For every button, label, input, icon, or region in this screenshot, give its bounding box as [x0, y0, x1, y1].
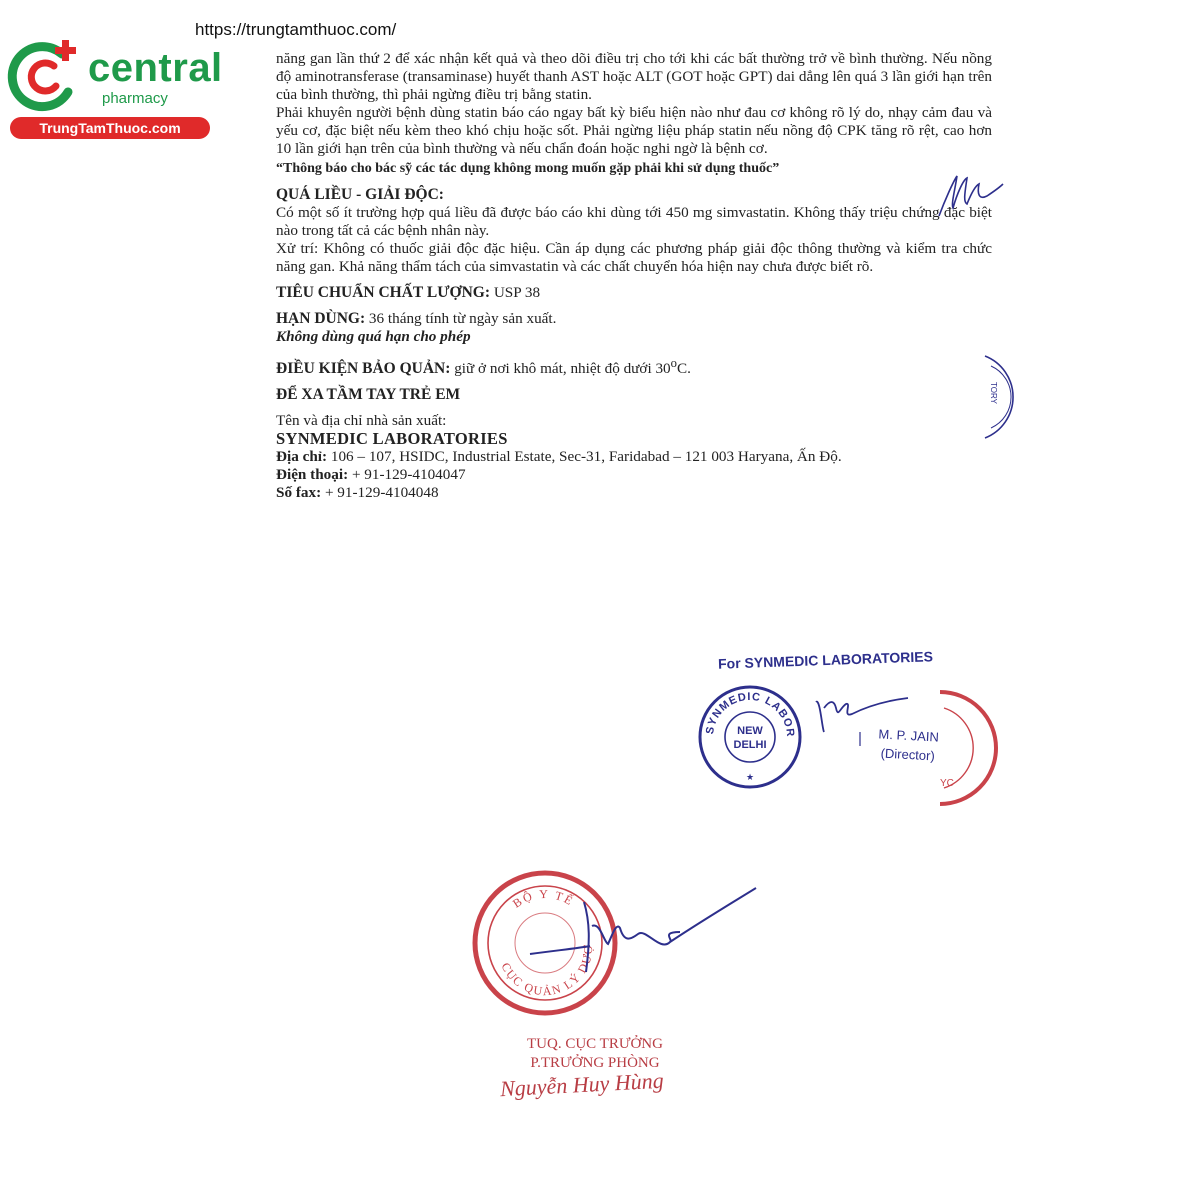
- quality-standard-value: USP 38: [490, 284, 541, 301]
- authority-signer-name: Nguyễn Huy Hùng: [499, 1067, 665, 1102]
- authority-title-line-1: TUQ. CỤC TRƯỞNG: [527, 1036, 663, 1052]
- expiry-value: 36 tháng tính từ ngày sản xuất.: [365, 310, 557, 327]
- authority-signature-icon: [520, 882, 760, 992]
- director-name: M. P. JAIN: [878, 726, 940, 745]
- document-body: [276, 50, 992, 502]
- expiry-label: HẠN DÙNG:: [276, 310, 366, 327]
- partial-stamp-edge-icon: [965, 352, 1015, 442]
- authority-title: [490, 1035, 700, 1073]
- source-url[interactable]: https://trungtamthuoc.com/: [195, 20, 397, 39]
- expiry-line: [276, 310, 992, 328]
- logo-sub-text: pharmacy: [102, 90, 168, 107]
- stamp-center-line-1: NEW: [737, 725, 763, 737]
- fax-line: [276, 484, 992, 502]
- for-company-label: For SYNMEDIC LABORATORIES: [717, 648, 934, 672]
- storage-label: ĐIỀU KIỆN BẢO QUẢN:: [276, 360, 451, 378]
- central-pharmacy-logo[interactable]: [10, 38, 223, 138]
- storage-line: [276, 354, 992, 378]
- logo-site-badge: TrungTamThuoc.com: [10, 117, 210, 139]
- logo-brand-text: central: [88, 46, 223, 90]
- expiry-note: Không dùng quá hạn cho phép: [276, 328, 471, 345]
- adverse-effects-notice: “Thông báo cho bác sỹ các tác dụng không mong muốn gặp phải khi sử dụng thuốc”: [276, 161, 780, 176]
- synmedic-stamp-icon: [690, 673, 805, 792]
- overdose-paragraph: Có một số ít trường hợp quá liều đã được báo cáo khi dùng tới 450 mg simvastatin. Không thấy triệu chứng đặc biệt nào trong tất cả các bệnh nhân này.: [276, 204, 992, 239]
- svg-text:YC: YC: [940, 778, 954, 789]
- paragraph-muscle-warning: Phải khuyên người bệnh dùng statin báo cáo ngay bất kỳ biểu hiện nào như đau cơ không rõ lý do, nhạy cảm đau và yếu cơ, đặc biệt nếu kèm theo khó chịu hoặc sốt. Phải ngừng liệu pháp statin nếu nồng độ CPK tăng rõ rệt, cao hơn 10 lần giới hạn trên của bình thường và nếu chẩn đoán hoặc nghi ngờ là bệnh cơ.: [276, 104, 992, 157]
- stamp-center-line-2: DELHI: [733, 739, 767, 751]
- address-label: Địa chỉ:: [276, 448, 328, 466]
- overdose-treatment-paragraph: Xử trí: Không có thuốc giải độc đặc hiệu. Cần áp dụng các phương pháp giải độc thông thường và kiểm tra chức năng gan. Khả năng thẩm tách của simvastatin và các chất chuyển hóa hiện nay chưa được biết rõ.: [276, 240, 992, 275]
- manufacturer-intro: Tên và địa chỉ nhà sản xuất:: [276, 412, 447, 430]
- phone-label: Điện thoại:: [276, 466, 349, 484]
- quality-standard-label: TIÊU CHUẨN CHẤT LƯỢNG:: [276, 284, 491, 301]
- svg-text:★: ★: [745, 772, 755, 782]
- storage-degree: o: [670, 356, 677, 370]
- authority-title-line-2: P.TRƯỞNG PHÒNG: [530, 1055, 660, 1071]
- address-value: 106 – 107, HSIDC, Industrial Estate, Sec-31, Faridabad – 121 003 Haryana, Ấn Độ.: [327, 448, 842, 466]
- seal-bottom-text: CỤC QUẢN LÝ DƯỢC: [465, 857, 596, 999]
- manufacturer-name: SYNMEDIC LABORATORIES: [276, 429, 508, 449]
- initials-signature-icon: [935, 170, 1005, 220]
- seal-top-text: BỘ Y TẾ: [510, 886, 577, 911]
- partial-red-stamp-icon: [920, 688, 990, 808]
- phone-value: + 91-129-4104047: [348, 466, 466, 484]
- director-title: (Director): [880, 745, 936, 764]
- fax-value: + 91-129-4104048: [321, 484, 439, 502]
- svg-text:TORY: TORY: [989, 382, 998, 404]
- storage-value: giữ ở nơi khô mát, nhiệt độ dưới 30: [450, 360, 671, 378]
- phone-line: [276, 466, 992, 484]
- address-line: [276, 448, 992, 466]
- children-warning: ĐỂ XA TẦM TAY TRẺ EM: [276, 386, 461, 404]
- stamp-ring-text: SYNMEDIC LABORATORIES: [690, 673, 797, 738]
- central-pharmacy-logo-icon: [10, 38, 82, 114]
- paragraph-liver-monitoring: năng gan lần thứ 2 để xác nhận kết quả và theo dõi điều trị cho tới khi các bất thường trở về bình thường. Nếu nồng độ aminotransferase (transaminase) huyết thanh AST hoặc ALT (GOT hoặc GPT) dai dẳng lên quá 3 lần giới hạn trên của bình thường, thì phải ngừng điều trị bằng statin.: [276, 50, 992, 103]
- overdose-heading: QUÁ LIỀU - GIẢI ĐỘC:: [276, 186, 444, 203]
- storage-unit: C.: [676, 360, 691, 378]
- quality-standard-line: [276, 284, 992, 302]
- fax-label: Số fax:: [276, 484, 322, 502]
